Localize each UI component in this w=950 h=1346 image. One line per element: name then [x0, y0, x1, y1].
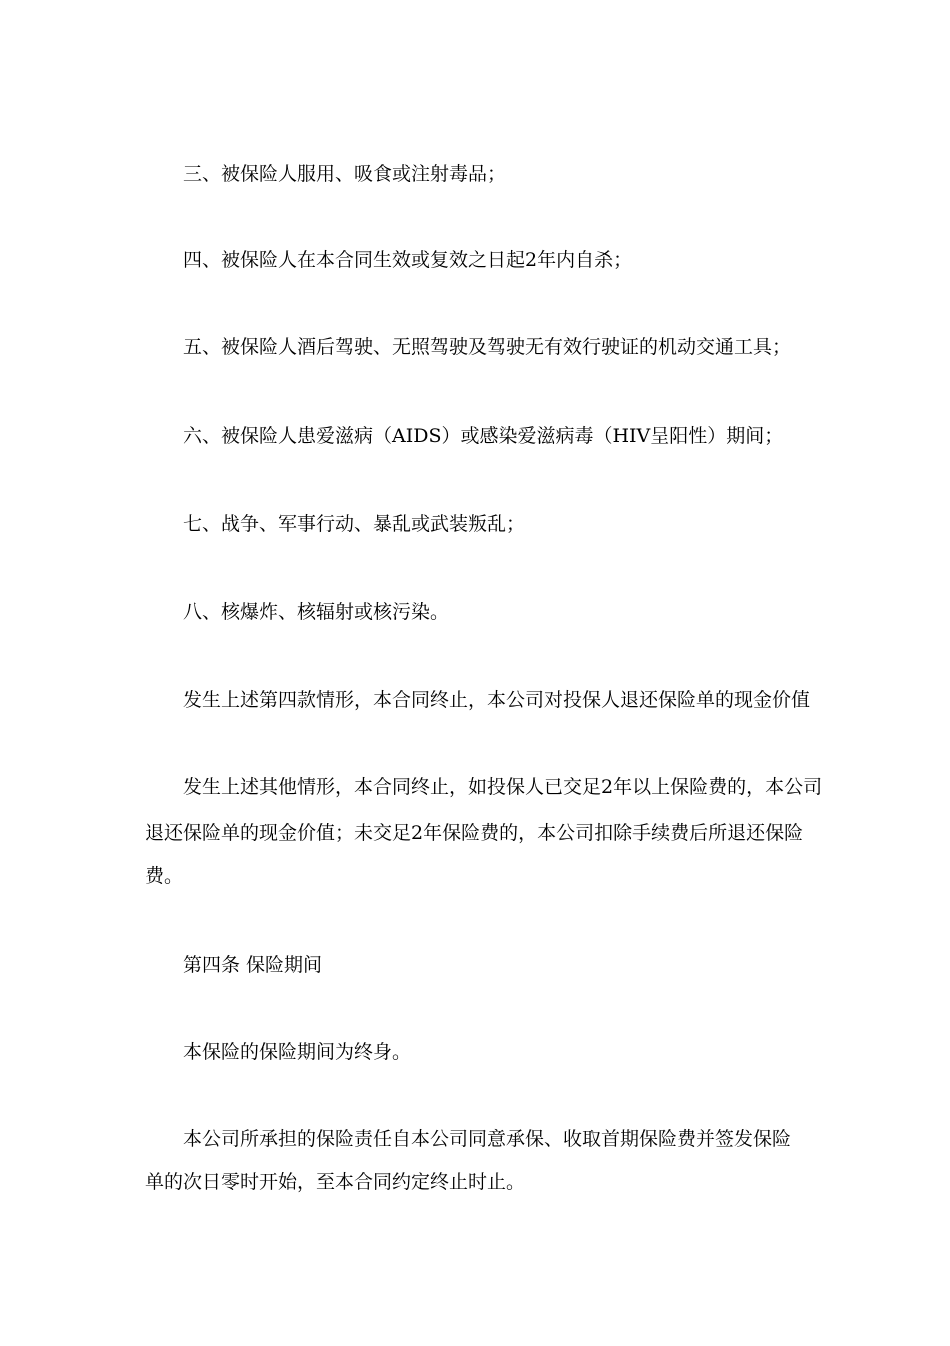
clause-6: 六、被保险人患爱滋病（AIDS）或感染爱滋病毒（HIV呈阳性）期间；: [183, 425, 784, 447]
paragraph-other-cases-line-1: 发生上述其他情形，本合同终止，如投保人已交足2年以上保险费的，本公司: [183, 776, 823, 798]
clause-4: 四、被保险人在本合同生效或复效之日起2年内自杀；: [183, 249, 633, 271]
paragraph-liability-start-line-2: 单的次日零时开始，至本合同约定终止时止。: [145, 1171, 526, 1193]
paragraph-other-cases-line-3: 费。: [145, 865, 184, 887]
paragraph-insurance-term: 本保险的保险期间为终身。: [183, 1041, 412, 1063]
section-heading-article-4: 第四条 保险期间: [183, 954, 323, 976]
clause-5: 五、被保险人酒后驾驶、无照驾驶及驾驶无有效行驶证的机动交通工具；: [183, 336, 792, 358]
clause-3: 三、被保险人服用、吸食或注射毒品；: [183, 163, 507, 185]
paragraph-liability-start-line-1: 本公司所承担的保险责任自本公司同意承保、收取首期保险费并签发保险: [183, 1128, 792, 1150]
paragraph-fourth-case: 发生上述第四款情形，本合同终止，本公司对投保人退还保险单的现金价值: [183, 689, 811, 711]
paragraph-other-cases-line-2: 退还保险单的现金价值；未交足2年保险费的，本公司扣除手续费后所退还保险: [145, 822, 804, 844]
clause-8: 八、核爆炸、核辐射或核污染。: [183, 601, 450, 623]
clause-7: 七、战争、军事行动、暴乱或武装叛乱；: [183, 513, 526, 535]
